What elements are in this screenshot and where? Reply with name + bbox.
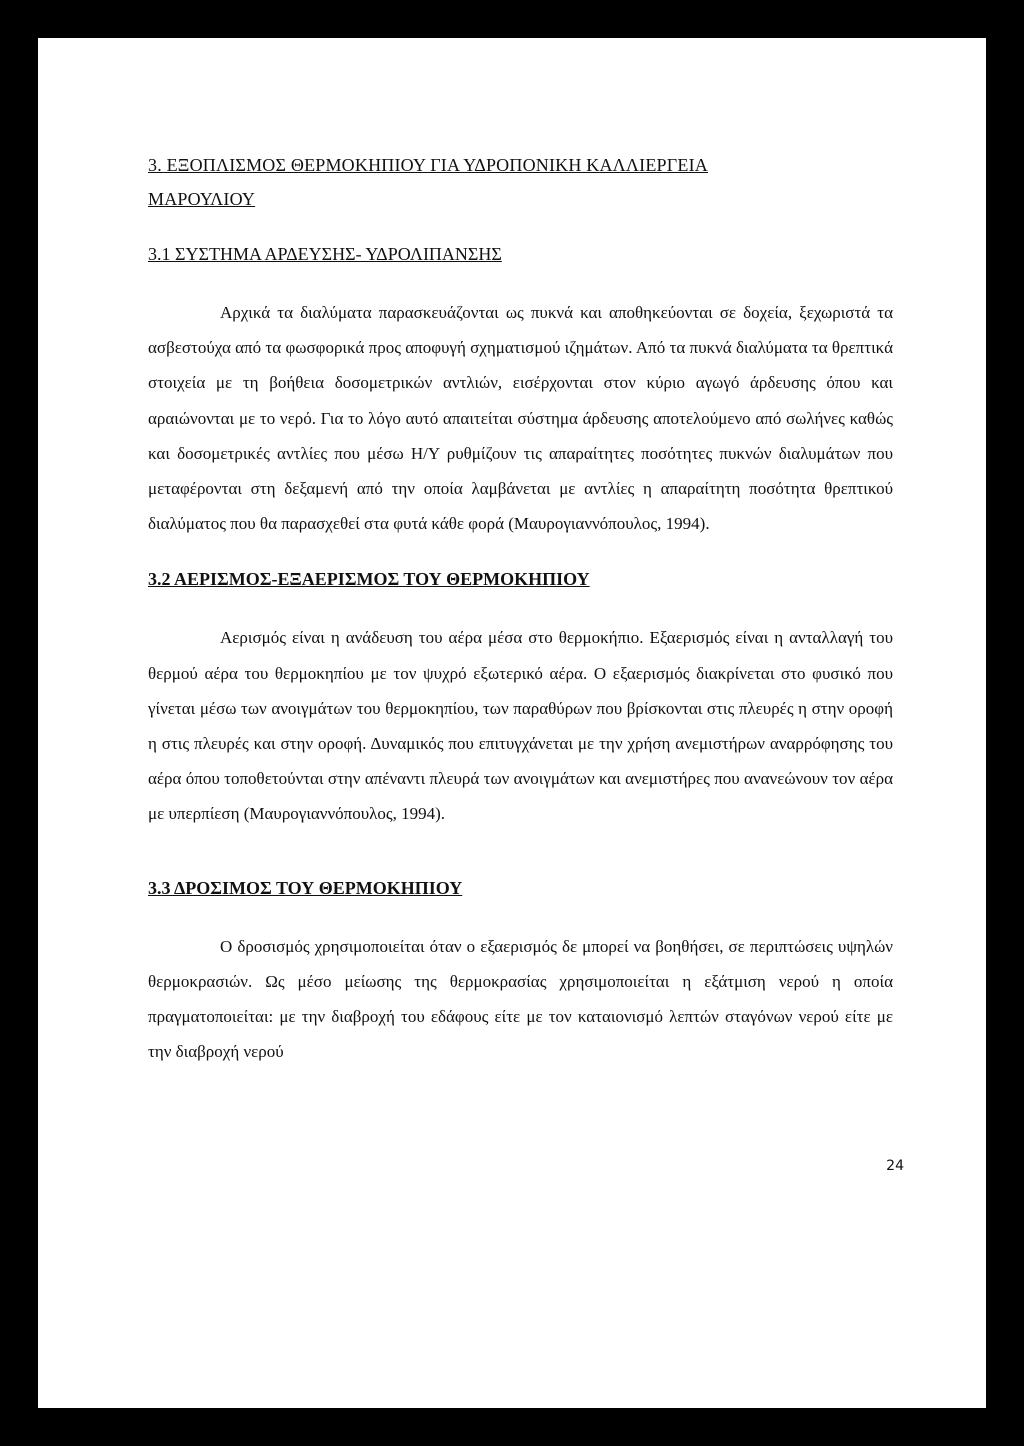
section-title-irrigation: 3.1 ΣΥΣΤΗΜΑ ΑΡΔΕΥΣΗΣ- ΥΔΡΟΛΙΠΑΝΣΗΣ <box>148 244 502 264</box>
chapter-title-line-2: ΜΑΡΟΥΛΙΟΥ <box>148 189 256 209</box>
document-sheet <box>38 38 986 1408</box>
chapter-title-line-1: 3. ΕΞΟΠΛΙΣΜΟΣ ΘΕΡΜΟΚΗΠΙΟΥ ΓΙΑ ΥΔΡΟΠΟΝΙΚΗ ΚΑΛΛΙΕΡΓΕΙΑ <box>148 155 708 175</box>
page-number: 24 <box>886 1158 904 1174</box>
document-content <box>148 148 893 1069</box>
section-title-ventilation: 3.2 ΑΕΡΙΣΜΟΣ-ΕΞΑΕΡΙΣΜΟΣ ΤΟΥ ΘΕΡΜΟΚΗΠΙΟΥ <box>148 569 590 590</box>
section-title-cooling: 3.3 ΔΡΟΣΙΜΟΣ ΤΟΥ ΘΕΡΜΟΚΗΠΙΟΥ <box>148 877 463 898</box>
paragraph-ventilation: Αερισμός είναι η ανάδευση του αέρα μέσα στο θερμοκήπιο. Εξαερισμός είναι η ανταλλαγή του θερμού αέρα του θερμοκηπίου με τον ψυχρό εξωτερικό αέρα. Ο εξαερισμός διακρίνεται στο φυσικό που γίνεται μέσω των ανοιγμάτων του θερμοκηπίου, των παραθύρων που βρίσκονται στις πλευρές η στην οροφή η στις πλευρές και στην οροφή. Δυναμικός που επιτυγχάνεται με την χρήση ανεμιστήρων αναρρόφησης του αέρα όπου τοποθετούνται στην απέναντι πλευρά των ανοιγμάτων και ανεμιστήρες που ανανεώνουν τον αέρα με υπερπίεση (Μαυρογιαννόπουλος, 1994). <box>148 628 893 824</box>
paragraph-cooling: Ο δροσισμός χρησιμοποιείται όταν ο εξαερισμός δε μπορεί να βοηθήσει, σε περιπτώσεις υψηλών θερμοκρασιών. Ως μέσο μείωσης της θερμοκρασίας χρησιμοποιείται η εξάτμιση νερού η οποία πραγματοποιείται: με την διαβροχή του εδάφους είτε με τον καταιονισμό λεπτών σταγόνων νερού είτε με την διαβροχή νερού <box>148 936 893 1062</box>
paragraph-irrigation: Αρχικά τα διαλύματα παρασκευάζονται ως πυκνά και αποθηκεύονται σε δοχεία, ξεχωριστά τα ασβεστούχα από τα φωσφορικά προς αποφυγή σχηματισμού ιζημάτων. Από τα πυκνά διαλύματα τα θρεπτικά στοιχεία με τη βοήθεια δοσομετρικών αντλιών, εισέρχονται στον κύριο αγωγό άρδευσης όπου και αραιώνονται με το νερό. Για το λόγο αυτό απαιτείται σύστημα άρδευσης αποτελούμενο από σωλήνες καθώς και δοσομετρικές αντλίες που μέσω Η/Υ ρυθμίζουν τις απαραίτητες ποσότητες πυκνών διαλυμάτων που μεταφέρονται στη δεξαμενή από την οποία λαμβάνεται με αντλίες η απαραίτητη ποσότητα θρεπτικού διαλύματος που θα παρασχεθεί στα φυτά κάθε φορά (Μαυρογιαννόπουλος, 1994). <box>148 303 893 534</box>
chapter-title <box>148 148 893 216</box>
